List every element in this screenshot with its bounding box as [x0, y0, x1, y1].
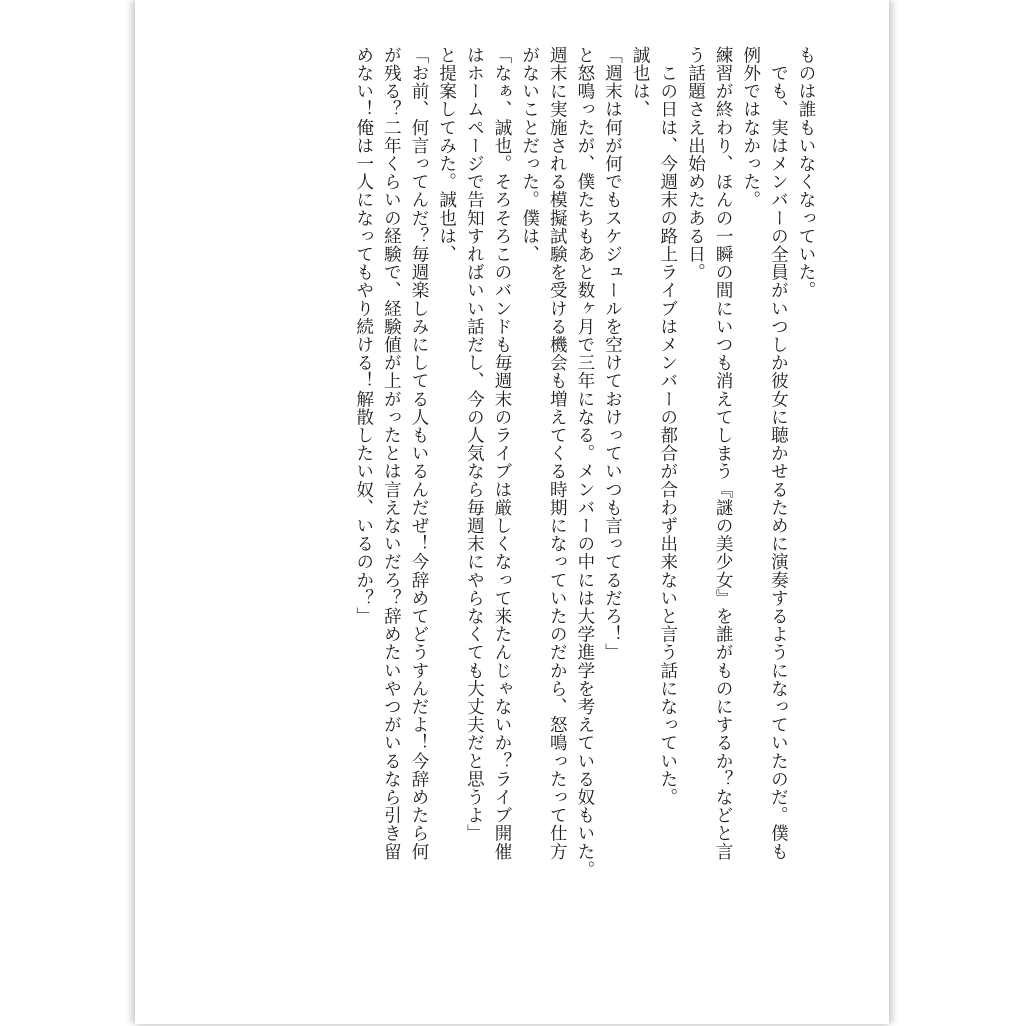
text-line: う話題さえ出始めたある日。	[685, 46, 706, 282]
text-line: はホームページで告知すればいい話だし、今の人気なら毎週末にやらなくても大丈夫だと思うよ」	[464, 46, 485, 843]
text-line: めない！俺は一人になってもやり続ける！解散したい奴、いるのか？」	[353, 46, 374, 626]
text-line: 「なぁ、誠也。そろそろこのバンドも毎週末のライブは厳しくなって来たんじゃないか？ライブ開催	[491, 46, 512, 861]
text-line: 練習が終わり、ほんの一瞬の間にいつも消えてしまう『謎の美少女』を誰がものにするか？などと言	[713, 46, 734, 861]
text-line: ものは誰もいなくなっていた。	[796, 46, 816, 300]
text-line: 「お前、何言ってんだ？毎週楽しみにしてる人もいるんだぜ！今辞めてどうすんだよ！今辞めたら何	[409, 46, 430, 861]
text-line: と提案してみた。誠也は、	[436, 46, 457, 264]
text-line: がないことだった。僕は、	[519, 46, 540, 264]
text-line: 週末に実施される模擬試験を受ける機会も増えてくる時期になっていたのだから、怒鳴ったって仕方	[547, 46, 568, 861]
book-page	[135, 0, 889, 1024]
text-line: が残る？二年くらいの経験で、経験値が上がったとは言えないだろ？辞めたいやつがいるなら引き留	[381, 46, 402, 861]
text-line: でも、実はメンバーの全員がいつしか彼女に聴かせるために演奏するようになっていたのだ。僕も	[768, 46, 789, 861]
text-line: 例外ではなかった。	[740, 46, 761, 209]
vertical-text-body	[349, 46, 819, 1026]
text-line: 「週末は何が何でもスケジュールを空けておけっていつも言ってるだろ！」	[602, 46, 623, 662]
text-line: 誠也は、	[630, 46, 651, 119]
text-line: と怒鳴ったが、僕たちもあと数ヶ月で三年になる。メンバーの中には大学進学を考えている奴もいた。	[574, 46, 595, 879]
text-line: この日は、今週末の路上ライブはメンバーの都合が合わず出来ないと言う話になっていた。	[657, 46, 678, 807]
